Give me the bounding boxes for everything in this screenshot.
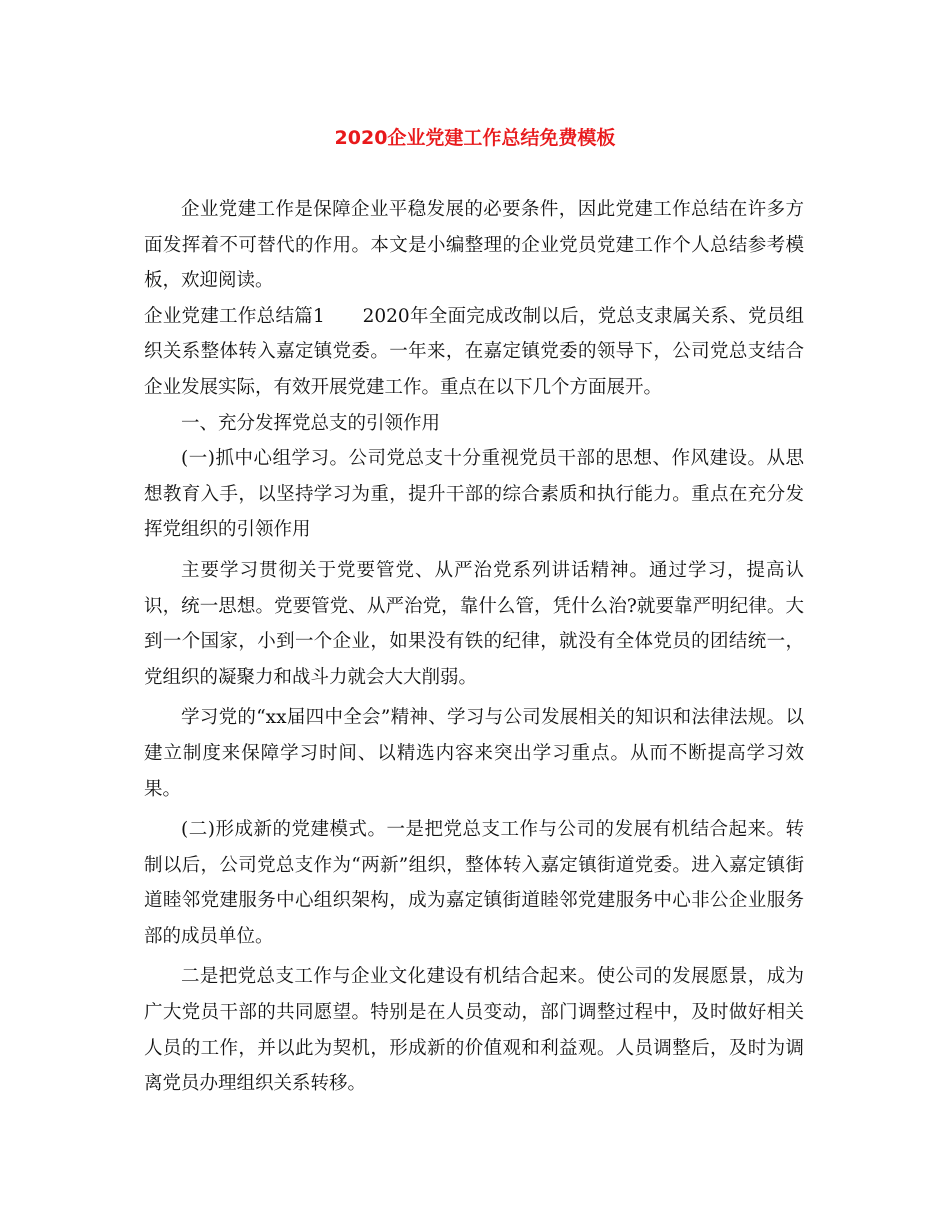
document-body <box>144 192 804 1102</box>
paragraph-learning: 学习党的“xx届四中全会”精神、学习与公司发展相关的知识和法律法规。以建立制度来保障学习时间、以精选内容来突出学习重点。从而不断提高学习效果。 <box>144 707 804 800</box>
paragraph-discipline: 主要学习贯彻关于党要管党、从严治党系列讲话精神。通过学习，提高认识，统一思想。党要管党、从严治党，靠什么管，凭什么治?就要靠严明纪律。大到一个国家，小到一个企业，如果没有铁的纪律，就没有全体党员的团结统一，党组织的凝聚力和战斗力就会大大削弱。 <box>144 559 804 688</box>
paragraph-intro: 企业党建工作是保障企业平稳发展的必要条件，因此党建工作总结在许多方面发挥着不可替代的作用。本文是小编整理的企业党员党建工作个人总结参考模板，欢迎阅读。 <box>144 199 804 292</box>
section-heading-1: 一、充分发挥党总支的引领作用 <box>181 412 441 434</box>
paragraph-study: (一)抓中心组学习。公司党总支十分重视党员干部的思想、作风建设。从思想教育入手，以坚持学习为重，提升干部的综合素质和执行能力。重点在充分发挥党组织的引领作用 <box>144 448 804 541</box>
document-title: 2020企业党建工作总结免费模板 <box>334 127 616 149</box>
paragraph-culture: 二是把党总支工作与企业文化建设有机结合起来。使公司的发展愿景，成为广大党员干部的共同愿望。特别是在人员变动，部门调整过程中，及时做好相关人员的工作，并以此为契机，形成新的价值观和利益观。人员调整后，及时为调离党员办理组织关系转移。 <box>144 966 804 1095</box>
paragraph-new-model: (二)形成新的党建模式。一是把党总支工作与公司的发展有机结合起来。转制以后，公司党总支作为“两新”组织，整体转入嘉定镇街道党委。进入嘉定镇街道睦邻党建服务中心组织架构，成为嘉定镇街道睦邻党建服务中心非公企业服务部的成员单位。 <box>144 819 804 947</box>
paragraph-summary-part1: 企业党建工作总结篇1 2020年全面完成改制以后，党总支隶属关系、党员组织关系整体转入嘉定镇党委。一年来，在嘉定镇党委的领导下，公司党总支结合企业发展实际，有效开展党建工作。重点在以下几个方面展开。 <box>144 305 804 398</box>
